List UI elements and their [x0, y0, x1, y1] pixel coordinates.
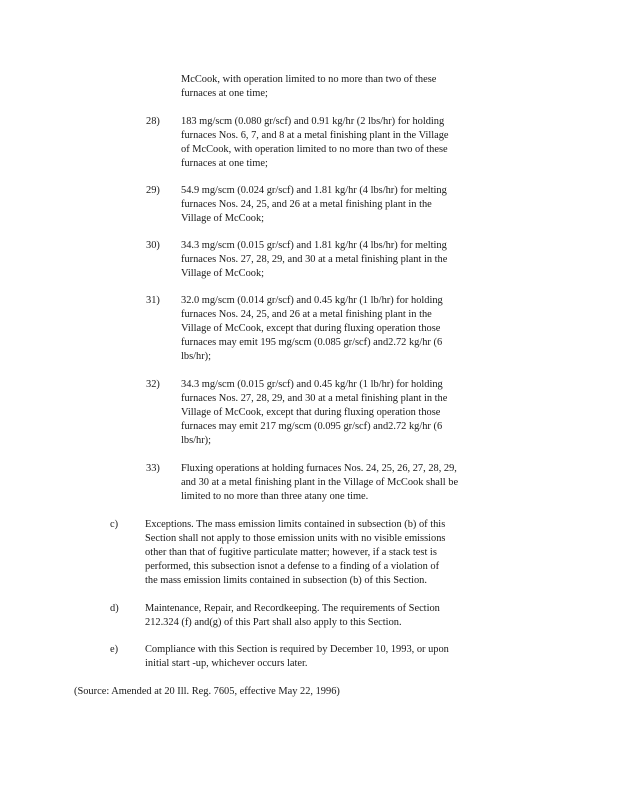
subsection-letter: c): [110, 519, 119, 530]
text-line: furnaces at one time;: [181, 88, 268, 99]
subsection-text: [145, 518, 500, 588]
text-line: 32.0 mg/scm (0.014 gr/scf) and 0.45 kg/hr (1 lb/hr) for holding: [181, 295, 443, 306]
text-line: other than that of fugitive particulate matter; however, if a stack test is: [145, 547, 437, 558]
text-line: initial start -up, whichever occurs later.: [145, 658, 308, 669]
item-number: 30): [146, 240, 160, 251]
text-line: 34.3 mg/scm (0.015 gr/scf) and 1.81 kg/hr (4 lbs/hr) for melting: [181, 240, 447, 251]
text-line: lbs/hr);: [181, 351, 212, 362]
subsection-text: [145, 602, 500, 630]
text-line: McCook, with operation limited to no more than two of these: [181, 74, 437, 85]
text-line: 34.3 mg/scm (0.015 gr/scf) and 0.45 kg/hr (1 lb/hr) for holding: [181, 379, 443, 390]
text-line: Section shall not apply to those emission units with no visible emissions: [145, 533, 446, 544]
subsection-letter: d): [110, 603, 119, 614]
subsection-letter: e): [110, 644, 119, 655]
text-line: Maintenance, Repair, and Recordkeeping. The requirements of Section: [145, 603, 440, 614]
text-line: furnaces Nos. 6, 7, and 8 at a metal finishing plant in the Village: [181, 130, 449, 141]
text-line: 54.9 mg/scm (0.024 gr/scf) and 1.81 kg/hr (4 lbs/hr) for melting: [181, 185, 447, 196]
text-line: Village of McCook;: [181, 213, 265, 224]
text-line: furnaces Nos. 27, 28, 29, and 30 at a metal finishing plant in the: [181, 393, 448, 404]
text-line: furnaces Nos. 24, 25, and 26 at a metal finishing plant in the: [181, 309, 432, 320]
text-line: 183 mg/scm (0.080 gr/scf) and 0.91 kg/hr (2 lbs/hr) for holding: [181, 116, 445, 127]
text-line: Fluxing operations at holding furnaces Nos. 24, 25, 26, 27, 28, 29,: [181, 463, 457, 474]
text-line: furnaces Nos. 27, 28, 29, and 30 at a metal finishing plant in the: [181, 254, 448, 265]
text-line: Village of McCook;: [181, 268, 265, 279]
text-line: furnaces may emit 195 mg/scm (0.085 gr/scf) and2.72 kg/hr (6: [181, 337, 443, 348]
text-line: 212.324 (f) and(g) of this Part shall also apply to this Section.: [145, 617, 402, 628]
text-line: and 30 at a metal finishing plant in the Village of McCook shall be: [181, 477, 459, 488]
item-number: 28): [146, 116, 160, 127]
item-number: 31): [146, 295, 160, 306]
item-number: 29): [146, 185, 160, 196]
text-line: furnaces Nos. 24, 25, and 26 at a metal finishing plant in the: [181, 199, 432, 210]
text-line: limited to no more than three atany one time.: [181, 491, 369, 502]
item-text: [181, 239, 496, 281]
item-number: 32): [146, 379, 160, 390]
text-line: Compliance with this Section is required by December 10, 1993, or upon: [145, 644, 449, 655]
text-line: Village of McCook, except that during fluxing operation those: [181, 407, 441, 418]
text-line: performed, this subsection isnot a defense to a finding of a violation of: [145, 561, 440, 572]
item-text: [181, 115, 496, 171]
item-text: [181, 378, 496, 448]
item-text: [181, 462, 506, 504]
text-line: Exceptions. The mass emission limits contained in subsection (b) of this: [145, 519, 446, 530]
item-text: [181, 73, 481, 101]
item-text: [181, 184, 496, 226]
text-line: Village of McCook, except that during fluxing operation those: [181, 323, 441, 334]
item-text: [181, 294, 496, 364]
source-note: (Source: Amended at 20 Ill. Reg. 7605, effective May 22, 1996): [74, 686, 340, 697]
text-line: furnaces at one time;: [181, 158, 268, 169]
subsection-text: [145, 643, 500, 671]
item-number: 33): [146, 463, 160, 474]
text-line: the mass emission limits contained in subsection (b) of this Section.: [145, 575, 427, 586]
text-line: of McCook, with operation limited to no more than two of these: [181, 144, 448, 155]
text-line: lbs/hr);: [181, 435, 212, 446]
text-line: furnaces may emit 217 mg/scm (0.095 gr/scf) and2.72 kg/hr (6: [181, 421, 443, 432]
